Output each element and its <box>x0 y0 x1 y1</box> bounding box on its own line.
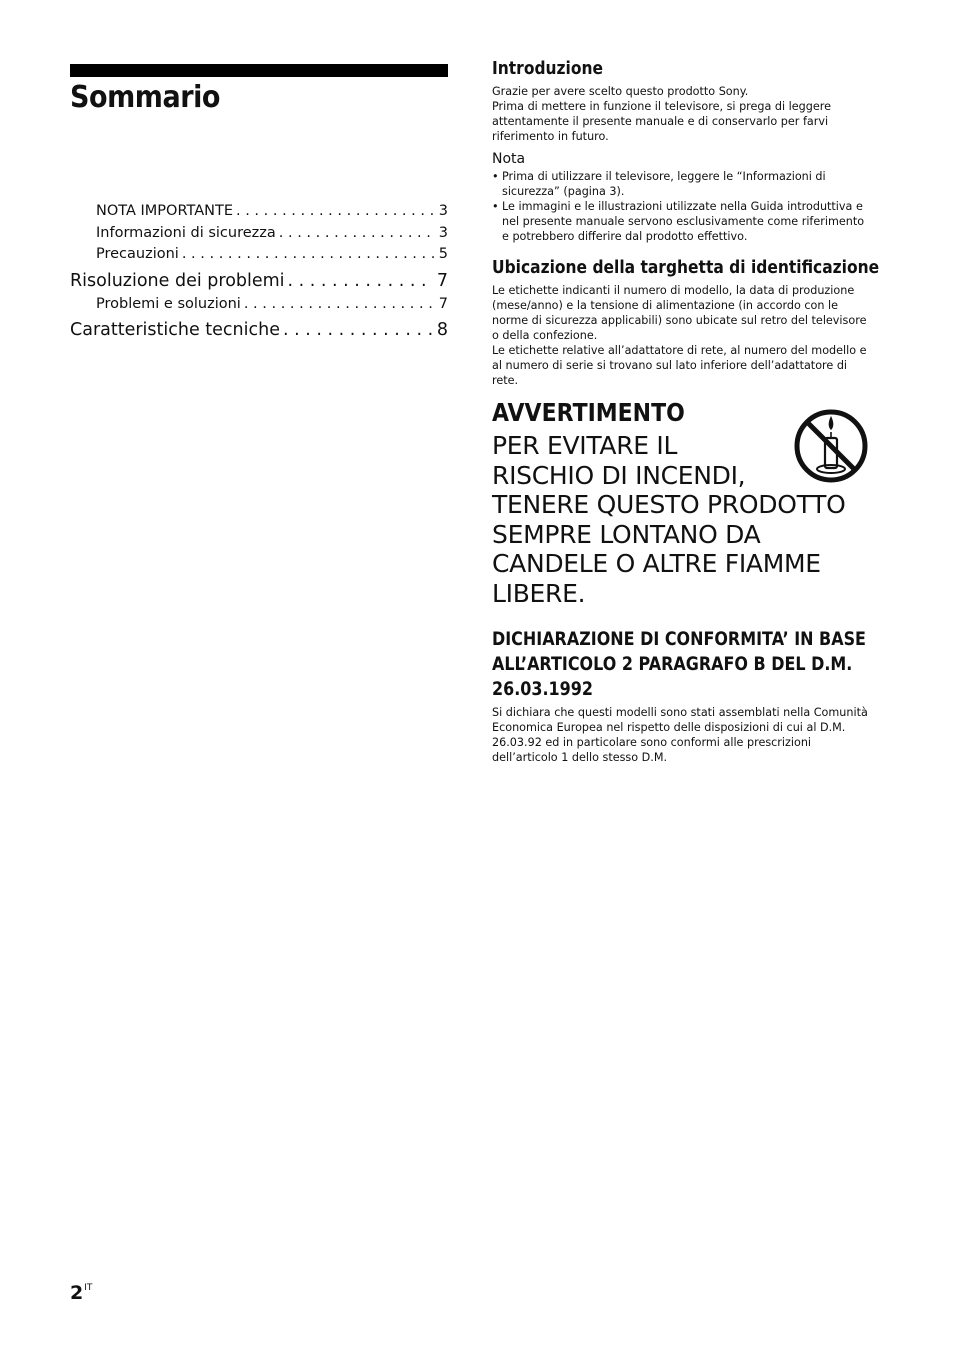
avvertimento-line: LIBERE. <box>492 578 586 608</box>
toc-leader-dots <box>236 203 436 219</box>
title-rule <box>70 64 448 77</box>
toc-entry-label: Precauzioni <box>96 246 179 262</box>
toc-entry[interactable] <box>70 296 448 318</box>
avvertimento-line: SEMPRE LONTANO DA <box>492 519 761 549</box>
ubicazione-paragraph: Le etichette relative all’adattatore di rete, al numero del modello e al numero di serie si trovano sul lato inferiore dell’adattatore di rete. <box>492 344 867 387</box>
toc-entry-label: NOTA IMPORTANTE <box>96 203 233 219</box>
dichiarazione-heading: DICHIARAZIONE DI CONFORMITA’ IN BASE ALL’ARTICOLO 2 PARAGRAFO B DEL D.M. 26.03.1992 <box>492 628 866 700</box>
toc-entry-label: Risoluzione dei problemi <box>70 270 285 291</box>
toc-entry-page: 3 <box>438 224 448 241</box>
ubicazione-section <box>492 257 880 388</box>
intro-section <box>492 58 872 144</box>
dichiarazione-section <box>492 627 872 765</box>
no-candle-icon <box>793 408 869 484</box>
toc-entry-page: 8 <box>436 320 448 340</box>
toc-entry-label: Caratteristiche tecniche <box>70 320 280 340</box>
nota-list <box>492 169 872 244</box>
ubicazione-paragraph: Le etichette indicanti il numero di modello, la data di produzione (mese/anno) e la tensione di alimentazione (in accordo con le norme di sicurezza applicabili) sono ubicate sul retro del televisore o della confezione. <box>492 284 867 342</box>
toc-entry[interactable] <box>70 225 448 247</box>
avvertimento-line: CANDELE O ALTRE FIAMME <box>492 549 821 578</box>
intro-heading: Introduzione <box>492 58 604 79</box>
toc-leader-dots <box>244 296 436 312</box>
intro-paragraph: Prima di mettere in funzione il televisore, si prega di leggere attentamente il presente manuale e di conservarlo per farvi riferimento in futuro. <box>492 100 831 143</box>
page-lang-suffix: IT <box>84 1283 93 1293</box>
page-number <box>70 1282 92 1304</box>
toc-leader-dots <box>283 320 434 340</box>
toc-entry-page: 7 <box>436 270 448 291</box>
toc-entry[interactable] <box>70 203 448 225</box>
toc-entry-page: 5 <box>438 246 448 262</box>
avvertimento-line: TENERE QUESTO PRODOTTO <box>492 490 846 519</box>
avvertimento-line: RISCHIO DI INCENDI, <box>492 460 746 490</box>
toc-entry-label: Informazioni di sicurezza <box>96 224 276 241</box>
intro-paragraph: Grazie per avere scelto questo prodotto Sony. <box>492 85 749 98</box>
toc-entry-page: 7 <box>438 295 448 312</box>
toc-entry-page: 3 <box>438 203 448 219</box>
dichiarazione-paragraph: Si dichiara che questi modelli sono stati assemblati nella Comunità Economica Europea nel rispetto delle disposizioni di cui al D.M. 26.03.92 ed in particolare sono conformi alle prescrizioni dell’articolo 1 dello stesso D.M. <box>492 706 868 764</box>
nota-section <box>492 151 872 244</box>
toc-entry[interactable] <box>70 246 448 268</box>
nota-item: • Prima di utilizzare il televisore, leggere le “Informazioni di sicurezza” (pagina 3). <box>492 169 872 199</box>
toc-leader-dots <box>288 271 434 291</box>
page-title: Sommario <box>70 80 221 115</box>
nota-label: Nota <box>492 151 526 167</box>
toc-entry[interactable] <box>70 320 448 345</box>
page-number-value: 2 <box>70 1282 84 1304</box>
toc-leader-dots <box>182 246 436 262</box>
avvertimento-line: PER EVITARE IL <box>492 431 678 460</box>
toc-entry[interactable] <box>70 271 448 296</box>
ubicazione-heading: Ubicazione della targhetta di identificazione <box>492 257 880 278</box>
table-of-contents <box>70 203 448 345</box>
toc-entry-label: Problemi e soluzioni <box>96 295 241 312</box>
toc-leader-dots <box>279 225 436 241</box>
avvertimento-heading: AVVERTIMENTO <box>492 398 685 427</box>
nota-item: • Le immagini e le illustrazioni utilizzate nella Guida introduttiva e nel presente manuale servono esclusivamente come riferimento e potrebbero differire dal prodotto effettivo. <box>492 199 872 244</box>
